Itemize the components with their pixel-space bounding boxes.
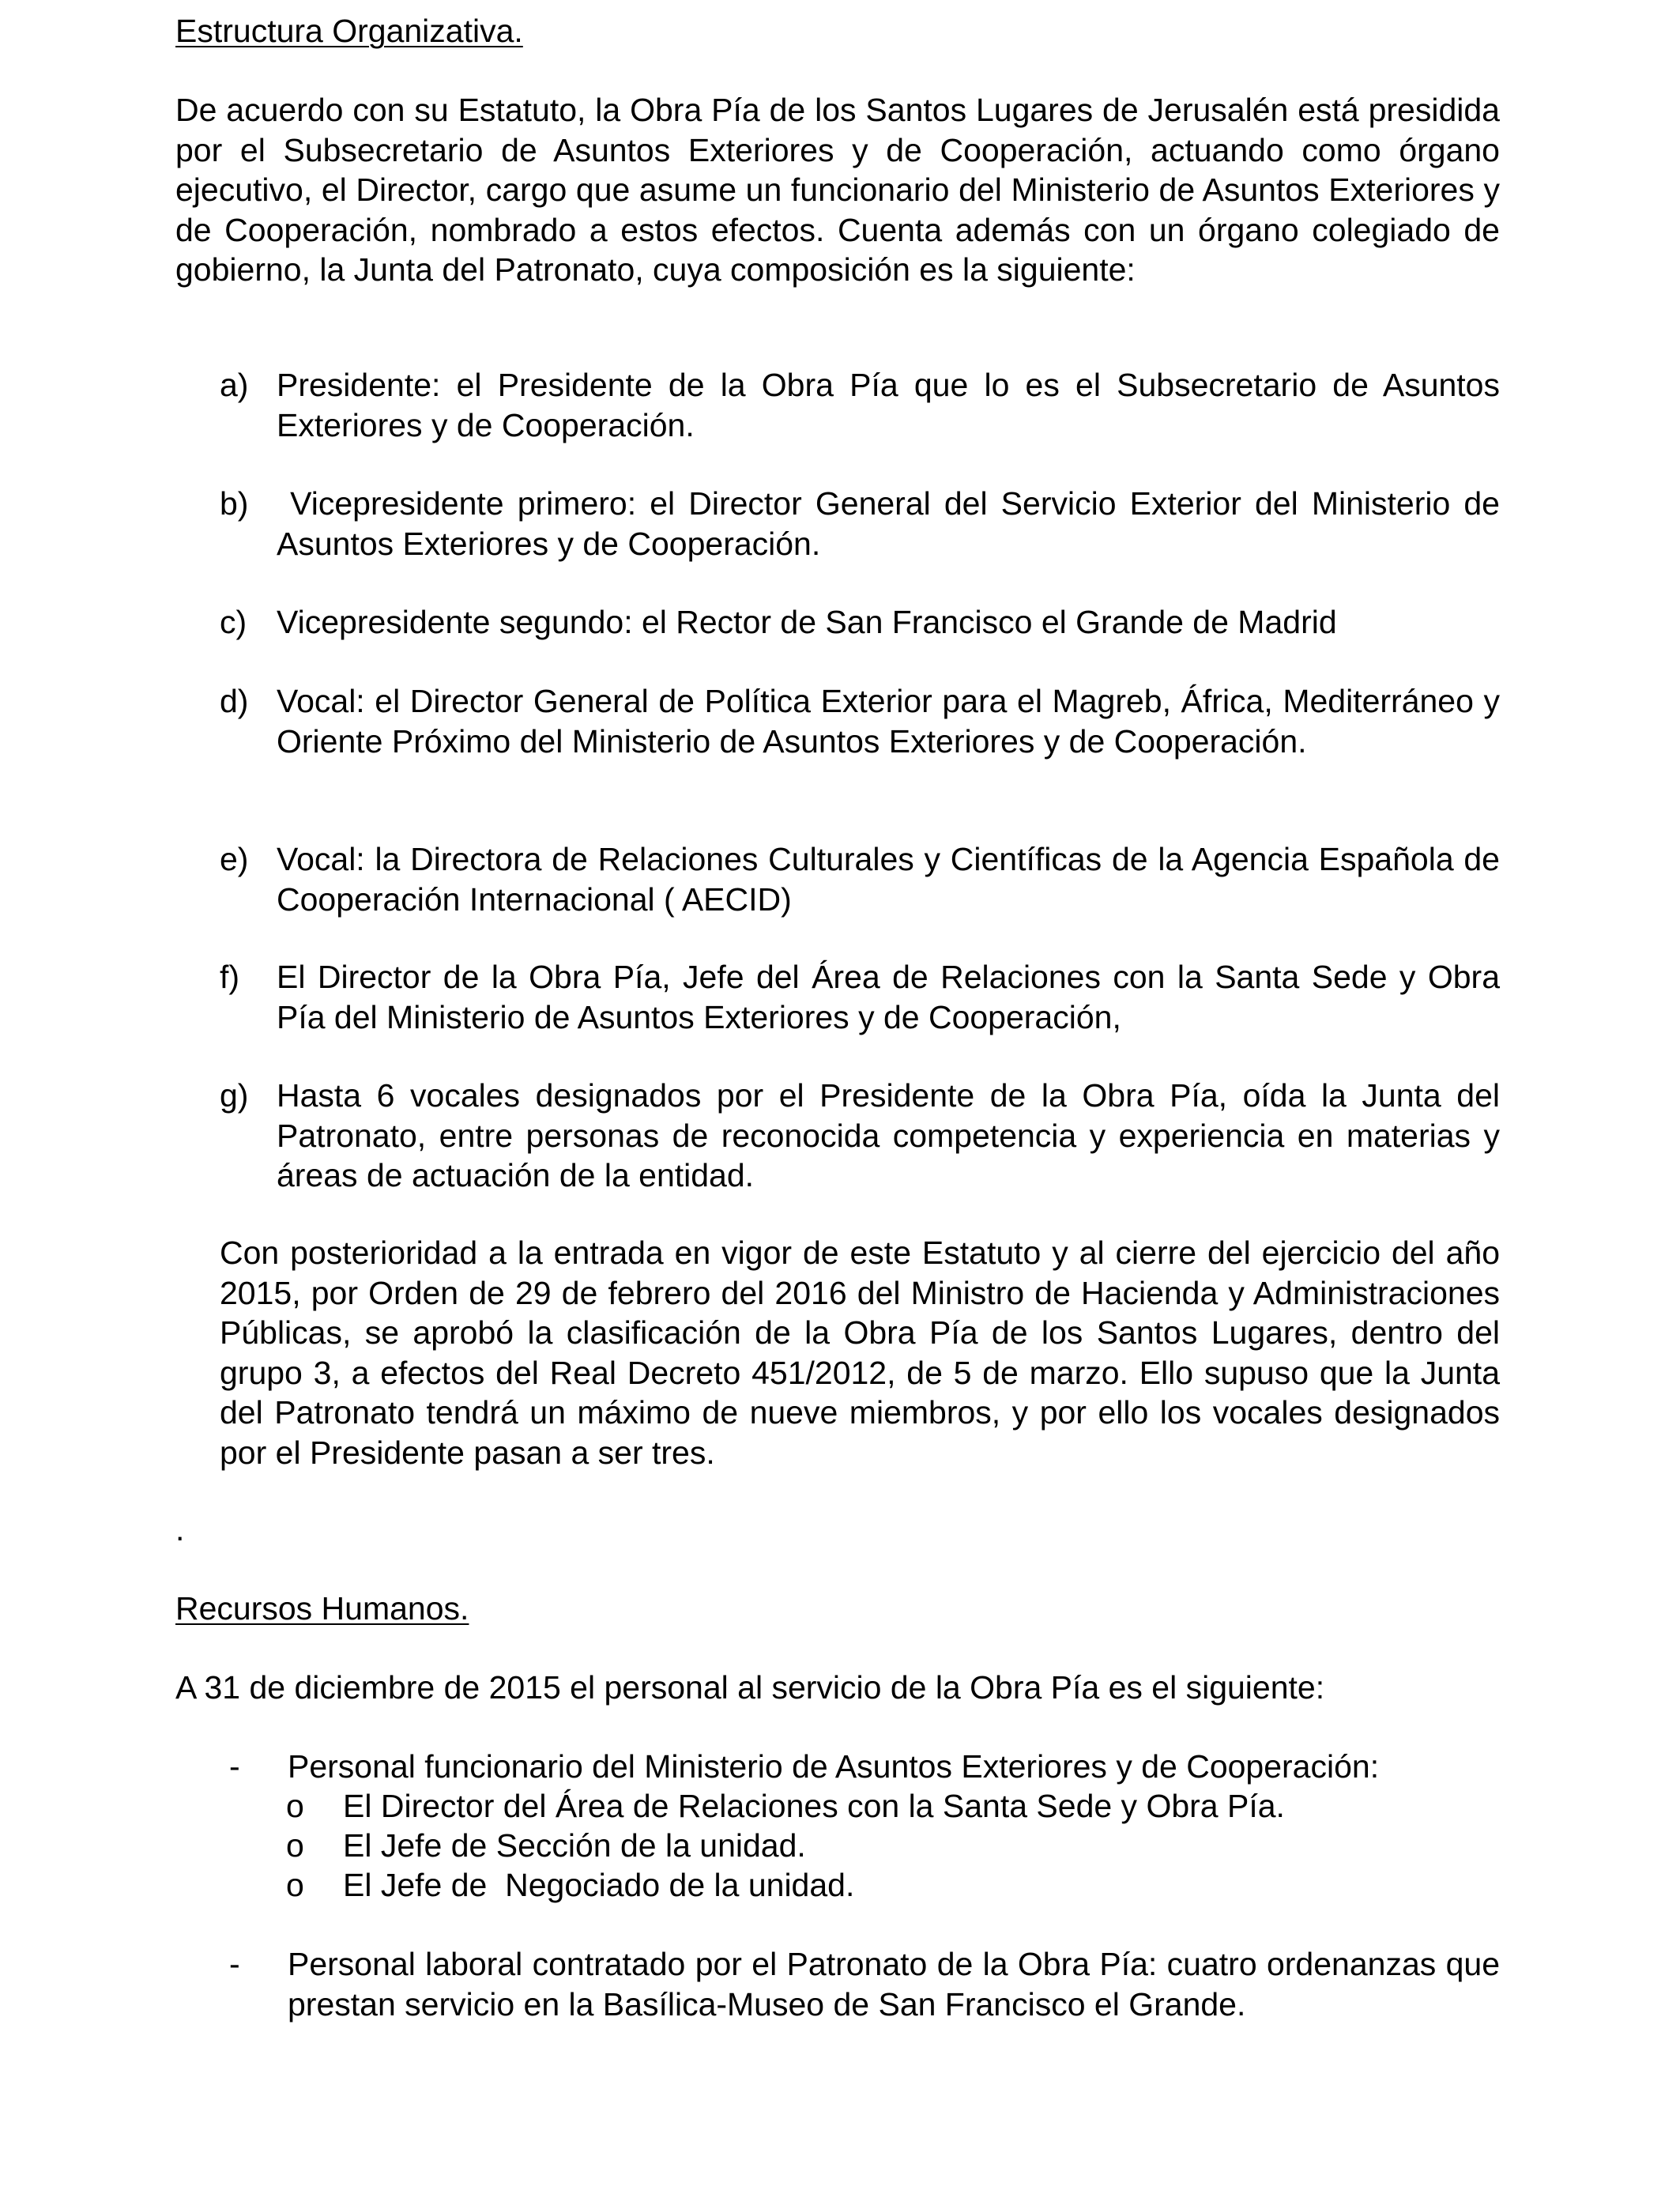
sub-item-text: El Jefe de Sección de la unidad. — [343, 1827, 806, 1864]
list-item-text: Vicepresidente primero: el Director General del Servicio Exterior del Ministerio de Asuntos Exteriores y de Cooperación. — [277, 485, 1508, 562]
list-item-text: Vicepresidente segundo: el Rector de San Francisco el Grande de Madrid — [277, 604, 1337, 640]
list-marker: b) — [220, 485, 249, 522]
recursos-intro-paragraph: A 31 de diciembre de 2015 el personal al servicio de la Obra Pía es el siguiente: — [175, 1669, 1325, 1706]
dash-item-text: Personal laboral contratado por el Patronato de la Obra Pía: cuatro ordenanzas que prestan servicio en la Basílica-Museo de San Francisco el Grande. — [288, 1946, 1500, 2022]
list-item-text: Vocal: el Director General de Política Exterior para el Magreb, África, Mediterráneo y Oriente Próximo del Ministerio de Asuntos Exteriores y de Cooperación. — [277, 683, 1500, 760]
stray-dot: . — [175, 1511, 185, 1547]
sub-marker: o — [286, 1788, 304, 1824]
list-marker: f) — [220, 959, 240, 995]
sub-item-text: El Director del Área de Relaciones con la Santa Sede y Obra Pía. — [343, 1788, 1285, 1824]
list-item-text: Hasta 6 vocales designados por el Presidente de la Obra Pía, oída la Junta del Patronato, entre personas de reconocida competencia y experiencia en materias y áreas de actuación de la entidad. — [277, 1077, 1500, 1193]
sub-item-text: El Jefe de Negociado de la unidad. — [343, 1867, 855, 1903]
sub-marker: o — [286, 1867, 304, 1903]
sub-marker: o — [286, 1827, 304, 1864]
list-marker: c) — [220, 604, 247, 640]
list-marker: g) — [220, 1077, 249, 1114]
dash-marker: - — [229, 1946, 240, 1982]
list-item-text: Vocal: la Directora de Relaciones Culturales y Científicas de la Agencia Española de Cooperación Internacional ( AECID) — [277, 841, 1500, 918]
section-heading-estructura: Estructura Organizativa. — [175, 13, 523, 49]
estructura-intro-paragraph: De acuerdo con su Estatuto, la Obra Pía de los Santos Lugares de Jerusalén está presidida por el Subsecretario de Asuntos Exteriores y de Cooperación, actuando como órgano ejecutivo, el Director, cargo que asume un funcionario del Ministerio de Asuntos Exteriores y de Cooperación, nombrado a estos efectos. Cuenta además con un órgano colegiado de gobierno, la Junta del Patronato, cuya composición es la siguiente: — [175, 92, 1500, 288]
list-marker: a) — [220, 367, 249, 403]
dash-item-text: Personal funcionario del Ministerio de Asuntos Exteriores y de Cooperación: — [288, 1748, 1380, 1785]
list-marker: e) — [220, 841, 249, 877]
estructura-closing-paragraph: Con posterioridad a la entrada en vigor de este Estatuto y al cierre del ejercicio del año 2015, por Orden de 29 de febrero del 2016 del Ministro de Hacienda y Administraciones Públicas, se aprobó la clasificación de la Obra Pía de los Santos Lugares, dentro del grupo 3, a efectos del Real Decreto 451/2012, de 5 de marzo. Ello supuso que la Junta del Patronato tendrá un máximo de nueve miembros, y por ello los vocales designados por el Presidente pasan a ser tres. — [220, 1235, 1500, 1471]
section-heading-recursos: Recursos Humanos. — [175, 1590, 469, 1627]
list-marker: d) — [220, 683, 249, 719]
list-item-text: El Director de la Obra Pía, Jefe del Área de Relaciones con la Santa Sede y Obra Pía del Ministerio de Asuntos Exteriores y de Cooperación, — [277, 959, 1500, 1035]
dash-marker: - — [229, 1748, 240, 1785]
list-item-text: Presidente: el Presidente de la Obra Pía que lo es el Subsecretario de Asuntos Exteriores y de Cooperación. — [277, 367, 1500, 443]
